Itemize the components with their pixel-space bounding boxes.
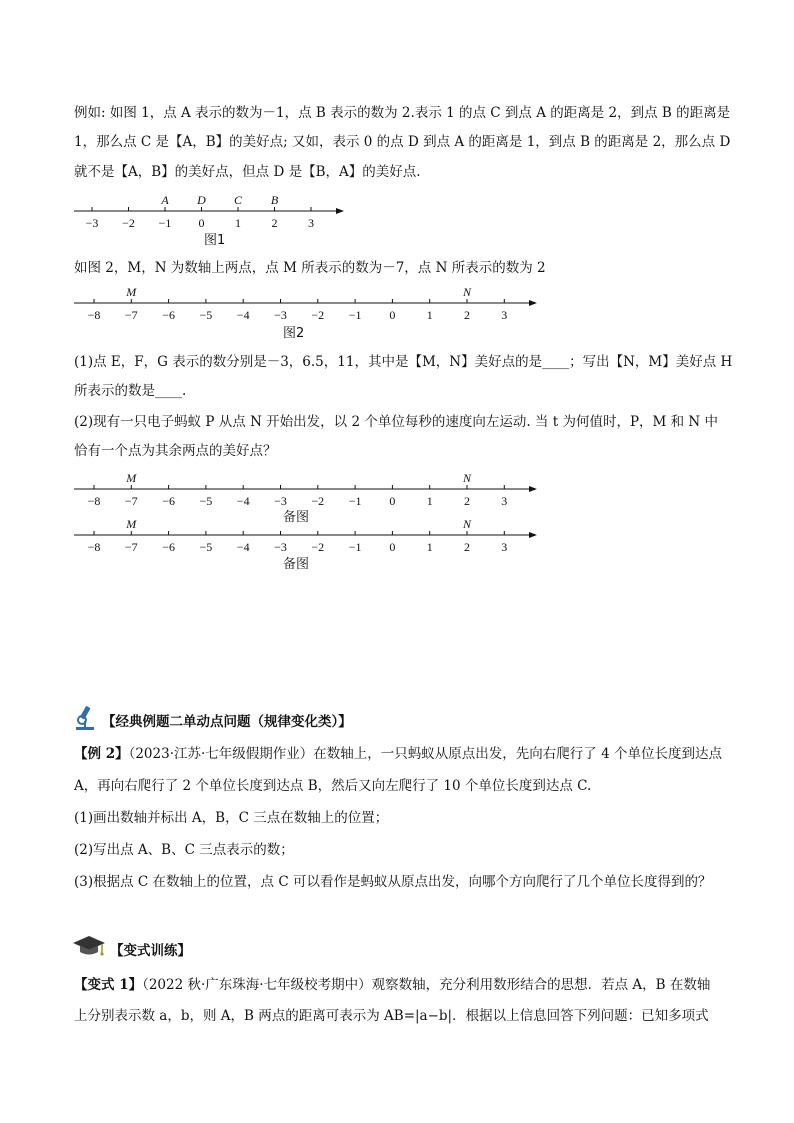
fig1-tick-label: −3 — [85, 216, 99, 230]
fig2-tick-label: −3 — [274, 308, 287, 322]
spare1-tick-label: −8 — [87, 494, 101, 508]
fig1-tick-label: 0 — [198, 216, 205, 230]
variant-1-line-1: （2022 秋·广东珠海·七年级校考期中）观察数轴，充分利用数形结合的思想．若点 A，B 在数轴 — [142, 977, 711, 993]
spare1-tick-label: −4 — [236, 494, 250, 508]
spare2-tick-label: −1 — [348, 540, 362, 554]
spare1-point-n: N — [462, 471, 472, 485]
fig2-tick-label: −5 — [199, 308, 213, 322]
fig1-point-b: B — [270, 193, 279, 207]
spare-figure-2-caption: 备图 — [283, 557, 310, 572]
fig2-tick-label: −6 — [162, 308, 175, 322]
example-2-line-1: （2023·江苏·七年级假期作业）在数轴上，一只蚂蚁从原点出发，先向右爬行了 4 个单位长度到达点 — [128, 746, 722, 762]
fig1-tick-label: 1 — [235, 216, 241, 230]
spare1-tick-label: −3 — [274, 494, 287, 508]
spare-figure-1-caption: 备图 — [283, 510, 310, 525]
fig2-point-n: N — [462, 285, 472, 299]
section-2-title: 【经典例题二单动点问题（规律变化类）】 — [102, 714, 352, 730]
question-2-line-1: (2)现有一只电子蚂蚁 P 从点 N 开始出发，以 2 个单位每秒的速度向左运动. 当 t 为何值时，P，M 和 N 中 — [74, 414, 719, 430]
fig2-tick-label: −1 — [348, 308, 362, 322]
example-2-question-2: (2)写出点 A、B、C 三点表示的数； — [74, 842, 294, 858]
question-2-line-2: 恰有一个点为其余两点的美好点？ — [74, 443, 277, 459]
fig2-tick-label: 3 — [501, 308, 508, 322]
fig2-tick-label: −8 — [87, 308, 101, 322]
example-2-question-3: (3)根据点 C 在数轴上的位置，点 C 可以看作是蚂蚁从原点出发，向哪个方向爬行了几个单位长度得到的？ — [74, 874, 712, 890]
fig2-point-m: M — [126, 285, 137, 299]
spare1-tick-label: −7 — [124, 494, 138, 508]
spare1-tick-label: 3 — [501, 494, 508, 508]
spare1-tick-label: −6 — [162, 494, 175, 508]
microscope-icon — [72, 704, 98, 732]
question-1-line-2: 所表示的数是____. — [74, 383, 187, 399]
spare2-tick-label: −8 — [87, 540, 101, 554]
example-2-question-1: (1)画出数轴并标出 A，B，C 三点在数轴上的位置； — [74, 810, 389, 826]
spare1-tick-label: −2 — [311, 494, 325, 508]
spare2-tick-label: −5 — [199, 540, 213, 554]
fig1-tick-label: −1 — [158, 216, 172, 230]
spare2-tick-label: −2 — [311, 540, 325, 554]
intro-line-3: 就不是【A，B】的美好点，但点 D 是【B，A】的美好点. — [74, 164, 421, 180]
fig1-tick-label: −2 — [122, 216, 135, 230]
spare2-tick-label: −7 — [124, 540, 138, 554]
section-3-title: 【变式训练】 — [110, 943, 191, 959]
example-2-line-2: A，再向右爬行了 2 个单位长度到达点 B，然后又向左爬行了 10 个单位长度到达点 C. — [74, 778, 592, 794]
example-2-tag: 【例 2】 — [74, 746, 129, 762]
spare2-arrow — [529, 532, 537, 538]
spare2-tick-label: 1 — [426, 540, 433, 554]
fig2-tick-label: −2 — [311, 308, 325, 322]
spare2-tick-label: −6 — [162, 540, 175, 554]
spare2-tick-label: −3 — [274, 540, 287, 554]
spare1-tick-label: −5 — [199, 494, 213, 508]
spare1-tick-label: −1 — [348, 494, 362, 508]
fig2-tick-label: 1 — [426, 308, 433, 322]
spare2-tick-label: 2 — [464, 540, 470, 554]
figure-2-caption: 图2 — [283, 326, 305, 341]
spare2-point-n: N — [462, 517, 472, 531]
figure-2-intro: 如图 2，M，N 为数轴上两点，点 M 所表示的数为－7，点 N 所表示的数为 2 — [74, 260, 546, 276]
spare2-tick-label: 3 — [501, 540, 508, 554]
fig1-point-c: C — [233, 193, 243, 207]
fig1-tick-label: 3 — [308, 216, 314, 230]
intro-line-2: 1，那么点 C 是【A，B】的美好点; 又如，表示 0 的点 D 到点 A 的距离是 1，到点 B 的距离是 2，那么点 D — [74, 134, 731, 150]
fig2-tick-label: 0 — [389, 308, 396, 322]
figure-1-caption: 图1 — [204, 233, 226, 248]
spare1-tick-label: 2 — [464, 494, 470, 508]
fig1-point-a: A — [161, 193, 169, 207]
intro-line-1: 例如: 如图 1，点 A 表示的数为－1，点 B 表示的数为 2.表示 1 的点 C 到点 A 的距离是 2，到点 B 的距离是 — [74, 105, 731, 121]
fig2-tick-label: 2 — [464, 308, 470, 322]
graduation-cap-icon — [72, 934, 106, 958]
fig2-tick-label: −4 — [236, 308, 250, 322]
spare1-point-m: M — [126, 471, 137, 485]
fig1-tick-label: 2 — [271, 216, 278, 230]
spare2-point-m: M — [126, 517, 137, 531]
fig1-point-d: D — [197, 193, 206, 207]
spare2-tick-label: −4 — [236, 540, 250, 554]
spare2-tick-label: 0 — [389, 540, 396, 554]
fig2-tick-label: −7 — [124, 308, 138, 322]
variant-1-tag: 【变式 1】 — [74, 977, 143, 993]
variant-1-line-2: 上分别表示数 a，b，则 A，B 两点的距离可表示为 AB=|a−b|．根据以上信息回答下列问题：已知多项式 — [74, 1008, 709, 1024]
question-1-line-1: (1)点 E，F，G 表示的数分别是－3，6.5，11，其中是【M，N】美好点的是____；写出【N，M】美好点 H — [74, 354, 733, 370]
spare1-tick-label: 1 — [426, 494, 433, 508]
spare1-tick-label: 0 — [389, 494, 396, 508]
